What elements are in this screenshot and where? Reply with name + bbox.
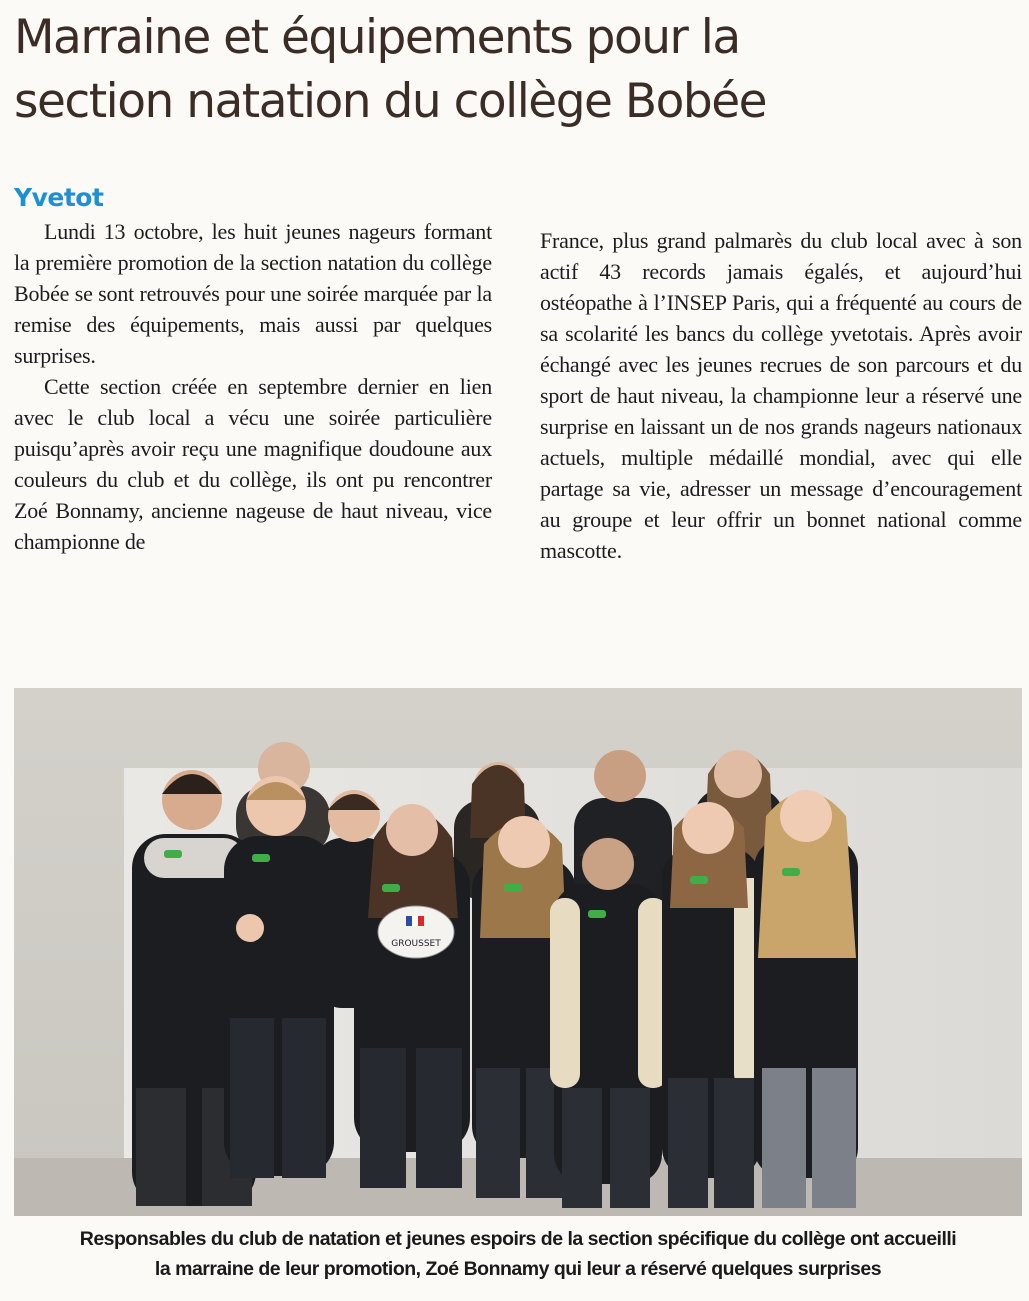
caption-line-2: la marraine de leur promotion, Zoé Bonnamy qui leur a réservé quelques surprises: [154, 1258, 882, 1280]
paragraph-2: Cette section créée en septembre dernier en lien avec le club local a vécu une soirée particulière puisqu’après avoir reçu une magnifique doudoune aux couleurs du club et du collège, ils ont pu rencontrer Zoé Bonnamy, ancienne nageuse de haut niveau, vice championne de: [14, 374, 492, 554]
group-photo: [14, 688, 1022, 1216]
article-headline: [14, 6, 1014, 134]
paragraph-3: France, plus grand palmarès du club local avec à son actif 43 records jamais égalés, et aujourd’hui ostéopathe à l’INSEP Paris, qui a fréquenté au cours de sa scolarité les bancs du collège yvetotais. Après avoir échangé avec les jeunes recrues de son parcours et du sport de haut niveau, la championne leur a réservé une surprise en laissant un de nos grands nageurs nationaux actuels, multiple médaillé mondial, avec qui elle partage sa vie, adresser un message d’encouragement au groupe et leur offrir un bonnet national comme mascotte.: [540, 228, 1022, 563]
caption-line-1: Responsables du club de natation et jeunes espoirs de la section spécifique du collège ont accueilli: [79, 1228, 957, 1250]
person-front-7: [662, 802, 768, 1208]
headline-line-2: section natation du collège Bobée: [14, 74, 767, 129]
article-column-left: [14, 180, 492, 557]
swim-cap: [378, 906, 454, 958]
person-front-6: [550, 837, 668, 1208]
article-body: [14, 180, 1022, 640]
headline-line-1: Marraine et équipements pour la: [14, 10, 740, 65]
article-column-right: [540, 180, 1022, 566]
dateline: Yvetot: [14, 183, 104, 212]
group-photo-illustration: [14, 688, 1022, 1216]
swim-cap-text: GROUSSET: [391, 939, 441, 949]
paragraph-1: Lundi 13 octobre, les huit jeunes nageurs formant la première promotion de la section natation du collège Bobée se sont retrouvés pour une soirée marquée par la remise des équipements, mais aussi par quelques surprises.: [14, 219, 492, 368]
photo-caption: [14, 1224, 1022, 1284]
person-front-4: [354, 804, 470, 1188]
person-front-8: [754, 790, 858, 1208]
thumbs-up-hand: [236, 914, 264, 942]
